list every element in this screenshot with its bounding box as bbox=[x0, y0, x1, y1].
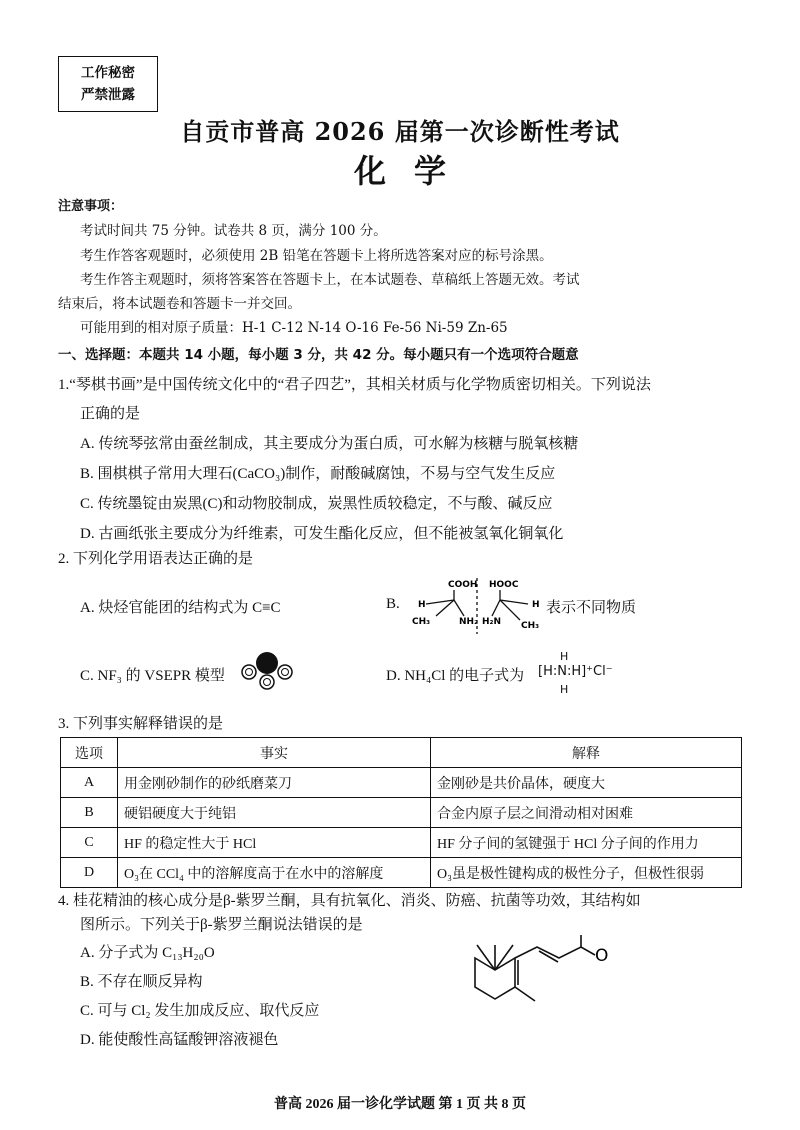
q2-stem: 2. 下列化学用语表达正确的是 bbox=[58, 551, 254, 567]
q1-option-c: C. 传统墨锭由炭黑(C)和动物胶制成，炭黑性质较稳定，不与酸、碱反应 bbox=[80, 496, 553, 512]
q3-stem: 3. 下列事实解释错误的是 bbox=[58, 716, 224, 732]
nh4cl-electron-formula: [H:N:H]⁺Cl⁻ bbox=[538, 664, 613, 679]
col-fact: 事实 bbox=[118, 738, 431, 768]
row-c-fact: HF 的稳定性大于 HCl bbox=[118, 828, 431, 858]
col-option: 选项 bbox=[61, 738, 118, 768]
page-footer: 普高 2026 届一诊化学试题 第 1 页 共 8 页 bbox=[274, 1097, 526, 1112]
table-row bbox=[61, 798, 742, 828]
table-header-row bbox=[61, 738, 742, 768]
notice-line-3: 考生作答主观题时，须将答案答在答题卡上，在本试题卷、草稿纸上答题无效。考试 bbox=[80, 272, 580, 288]
row-a-option: A bbox=[61, 768, 118, 798]
notice-line-1: 考试时间共 75 分钟。试卷共 8 页，满分 100 分。 bbox=[80, 223, 387, 239]
q4-option-c: C. 可与 Cl₂ 发生加成反应、取代反应 bbox=[80, 1003, 320, 1019]
section-1-heading: 一、选择题：本题共 14 小题，每小题 3 分，共 42 分。每小题只有一个选项符合题意 bbox=[58, 347, 579, 363]
exam-title: 自贡市普高 2026 届第一次诊断性考试 bbox=[180, 117, 620, 146]
b-nh2-left: NH₂ bbox=[459, 617, 479, 627]
row-a-explanation: 金刚砂是共价晶体，硬度大 bbox=[431, 768, 742, 798]
vsepr-model bbox=[237, 650, 297, 692]
q1-option-d: D. 古画纸张主要成分为纤维素，可发生酯化反应，但不能被氢氧化铜氧化 bbox=[80, 526, 564, 542]
row-b-option: B bbox=[61, 798, 118, 828]
q4-option-d: D. 能使酸性高锰酸钾溶液褪色 bbox=[80, 1032, 279, 1048]
q1-stem-2: 正确的是 bbox=[80, 406, 141, 422]
row-c-option: C bbox=[61, 828, 118, 858]
b-h2n-right: H₂N bbox=[482, 617, 502, 627]
stamp-line-2: 严禁泄露 bbox=[81, 87, 135, 103]
q2-option-b-suffix: 表示不同物质 bbox=[546, 600, 637, 616]
carbonyl-oxygen: O bbox=[595, 946, 609, 966]
b-h-left: H bbox=[418, 600, 426, 610]
q3-table bbox=[60, 737, 742, 888]
notice-heading: 注意事项： bbox=[58, 199, 124, 214]
notice-line-2: 考生作答客观题时，必须使用 2B 铅笔在答题卡上将所选答案对应的标号涂黑。 bbox=[80, 248, 553, 264]
row-d-option: D bbox=[61, 858, 118, 888]
b-cooh-right: HOOC bbox=[489, 580, 519, 590]
row-b-fact: 硬铝硬度大于纯铝 bbox=[118, 798, 431, 828]
q4-option-a: A. 分子式为 C₁₃H₂₀O bbox=[80, 945, 215, 961]
q4-stem-2: 图所示。下列关于β-紫罗兰酮说法错误的是 bbox=[80, 917, 363, 933]
q1-option-b: B. 围棋棋子常用大理石(CaCO₃)制作，耐酸碱腐蚀，不易与空气发生反应 bbox=[80, 466, 556, 482]
b-ch3-right: CH₃ bbox=[521, 621, 540, 631]
col-explanation: 解释 bbox=[431, 738, 742, 768]
row-a-fact: 用金刚砂制作的砂纸磨菜刀 bbox=[118, 768, 431, 798]
q2-option-a: A. 炔烃官能团的结构式为 C≡C bbox=[80, 600, 281, 616]
alanine-mirror-structures bbox=[410, 576, 544, 636]
q2-option-d-prefix: D. NH₄Cl 的电子式为 bbox=[386, 668, 525, 684]
stamp-line-1: 工作秘密 bbox=[81, 65, 135, 81]
notice-line-5: 可能用到的相对原子质量：H-1 C-12 N-14 O-16 Fe-56 Ni-59 Zn-65 bbox=[80, 320, 508, 336]
row-d-fact: O₃在 CCl₄ 中的溶解度高于在水中的溶解度 bbox=[118, 858, 431, 888]
q1-stem-1: 1.“琴棋书画”是中国传统文化中的“君子四艺”，其相关材质与化学物质密切相关。下列说法 bbox=[58, 377, 651, 393]
q4-stem-1: 4. 桂花精油的核心成分是β-紫罗兰酮，具有抗氧化、消炎、防癌、抗菌等功效，其结构如 bbox=[58, 893, 641, 909]
table-row bbox=[61, 858, 742, 888]
nh4cl-h-bottom: H bbox=[560, 683, 569, 696]
notice-line-4: 结束后，将本试题卷和答题卡一并交回。 bbox=[58, 296, 301, 312]
b-ch3-left: CH₃ bbox=[412, 617, 431, 627]
q2-option-c: C. NF₃ 的 VSEPR 模型 bbox=[80, 668, 225, 684]
row-d-explanation: O₃虽是极性键构成的极性分子，但极性很弱 bbox=[431, 858, 742, 888]
confidential-stamp bbox=[58, 56, 158, 112]
beta-ionone-structure bbox=[455, 935, 655, 1030]
row-c-explanation: HF 分子间的氢键强于 HCl 分子间的作用力 bbox=[431, 828, 742, 858]
b-h-right: H bbox=[532, 600, 540, 610]
q2-option-b-prefix: B. bbox=[386, 596, 400, 612]
table-row bbox=[61, 768, 742, 798]
row-b-explanation: 合金内原子层之间滑动相对困难 bbox=[431, 798, 742, 828]
q4-option-b: B. 不存在顺反异构 bbox=[80, 974, 203, 990]
q1-option-a: A. 传统琴弦常由蚕丝制成，其主要成分为蛋白质，可水解为核糖与脱氧核糖 bbox=[80, 436, 579, 452]
table-row bbox=[61, 828, 742, 858]
subject-title: 化学 bbox=[353, 152, 474, 190]
nh4cl-h-top: H bbox=[560, 650, 569, 663]
b-cooh-left: COOH bbox=[448, 580, 478, 590]
